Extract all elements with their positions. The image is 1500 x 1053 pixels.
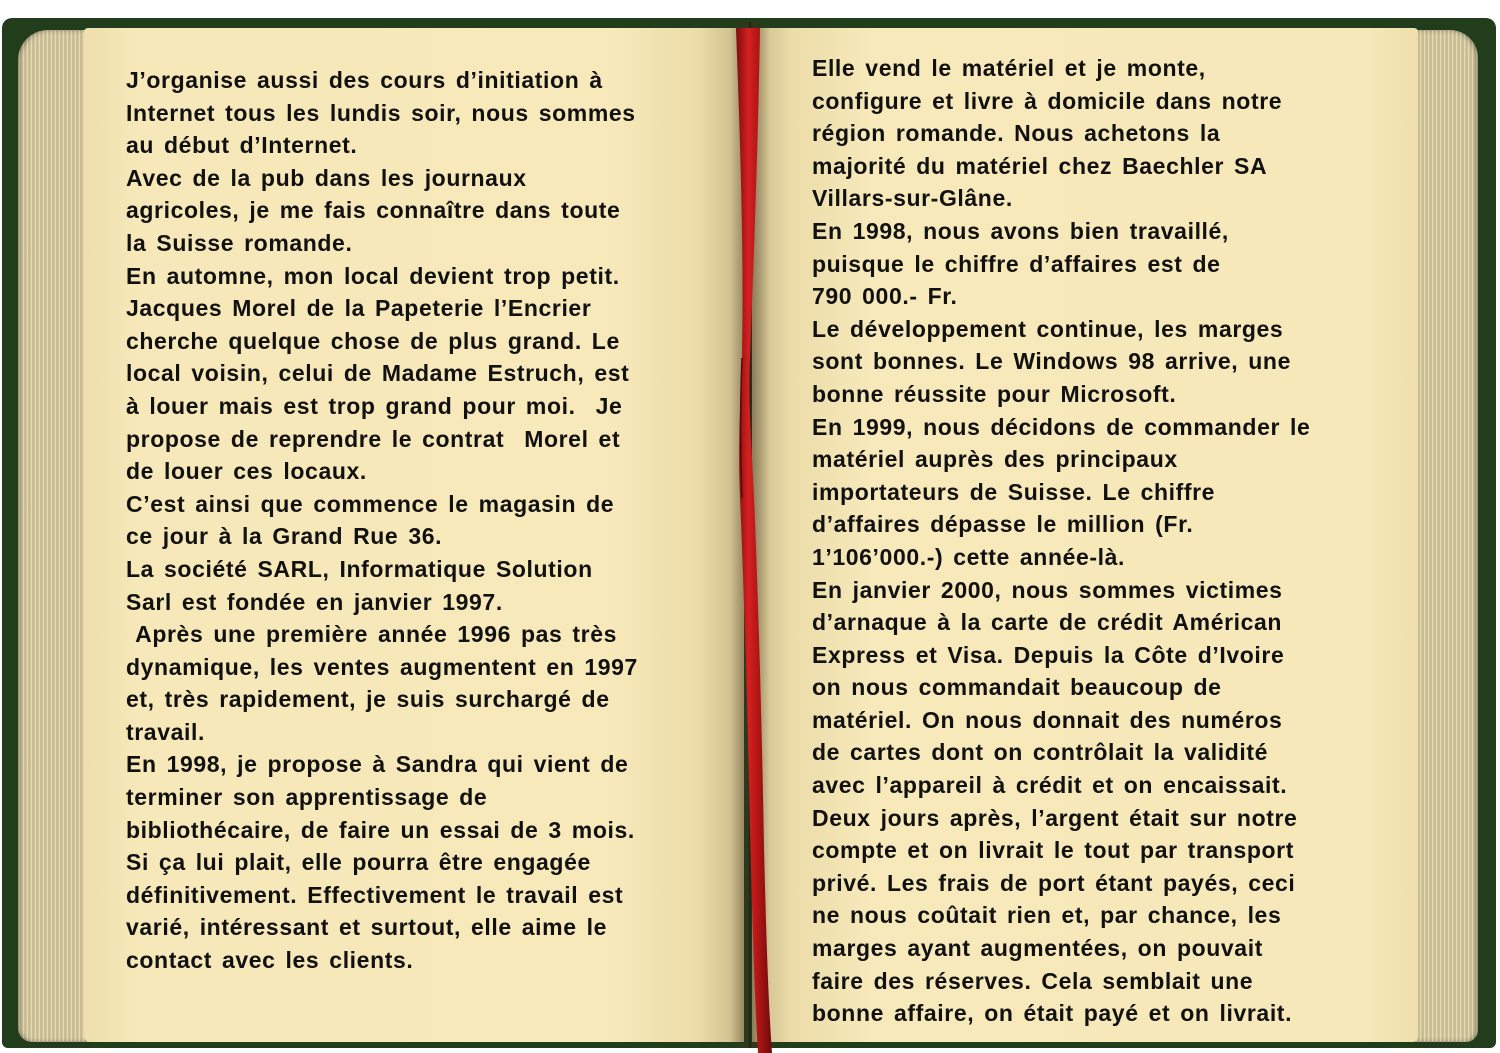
text-line: J’organise aussi des cours d’initiation à (126, 67, 603, 93)
ribbon-bookmark (728, 28, 776, 1053)
text-line: En automne, mon local devient trop petit. (126, 262, 620, 289)
text-line: importateurs de Suisse. Le chiffre (812, 478, 1216, 505)
text-line: au début d’Internet. (126, 132, 358, 159)
text-line: varié, intéressant et surtout, elle aime le (126, 914, 607, 941)
text-line: on nous commandait beaucoup de (812, 674, 1222, 701)
text-line: contact avec les clients. (126, 947, 414, 974)
text-line: La société SARL, Informatique Solution (126, 555, 593, 582)
text-line: 1’106’000.-) cette année-là. (812, 543, 1126, 570)
text-line: cherche quelque chose de plus grand. Le (126, 327, 620, 354)
text-line: Si ça lui plait, elle pourra être engagée (126, 849, 591, 876)
text-line: et, très rapidement, je suis surchargé de (126, 686, 610, 713)
text-line: ce jour à la Grand Rue 36. (126, 523, 443, 550)
text-line: puisque le chiffre d’affaires est de (812, 250, 1221, 277)
text-line: de louer ces locaux. (126, 458, 367, 485)
text-line: Express et Visa. Depuis la Côte d’Ivoire (812, 641, 1285, 668)
text-line: En 1999, nous décidons de commander le (812, 413, 1311, 440)
left-page-text (126, 64, 638, 977)
text-line: En 1998, nous avons bien travaillé, (812, 217, 1229, 244)
text-line: bonne affaire, on était payé et on livrait. (812, 1000, 1293, 1027)
text-line: Sarl est fondée en janvier 1997. (126, 588, 503, 615)
text-line: d’arnaque à la carte de crédit Américan (812, 609, 1283, 636)
text-line: matériel. On nous donnait des numéros (812, 706, 1283, 733)
text-line: à louer mais est trop grand pour moi. Je (126, 392, 623, 419)
text-line: dynamique, les ventes augmentent en 1997 (126, 653, 638, 680)
text-line: la Suisse romande. (126, 229, 353, 256)
text-line: privé. Les frais de port étant payés, ceci (812, 869, 1296, 896)
text-line: Elle vend le matériel et je monte, (812, 55, 1206, 81)
text-line: Après une première année 1996 pas très (126, 621, 617, 648)
text-line: Villars-sur-Glâne. (812, 185, 1013, 212)
text-line: ne nous coûtait rien et, par chance, les (812, 902, 1282, 929)
text-line: majorité du matériel chez Baechler SA (812, 152, 1268, 179)
text-line: faire des réserves. Cela semblait une (812, 967, 1254, 994)
text-line: En janvier 2000, nous sommes victimes (812, 576, 1283, 603)
text-line: bibliothécaire, de faire un essai de 3 mois. (126, 816, 635, 843)
text-line: configure et livre à domicile dans notre (812, 87, 1283, 114)
text-line: bonne réussite pour Microsoft. (812, 380, 1177, 407)
text-line: travail. (126, 718, 205, 745)
text-line: région romande. Nous achetons la (812, 120, 1221, 147)
text-line: avec l’appareil à crédit et on encaissait. (812, 772, 1288, 799)
text-line: En 1998, je propose à Sandra qui vient de (126, 751, 629, 778)
right-page-text (812, 52, 1310, 1030)
text-line: d’affaires dépasse le million (Fr. (812, 511, 1194, 538)
text-line: matériel auprès des principaux (812, 446, 1178, 473)
text-line: Avec de la pub dans les journaux (126, 164, 527, 191)
text-line: terminer son apprentissage de (126, 784, 488, 811)
text-line: propose de reprendre le contrat Morel et (126, 425, 621, 452)
text-line: Le développement continue, les marges (812, 315, 1284, 342)
text-line: Jacques Morel de la Papeterie l’Encrier (126, 295, 592, 322)
text-line: Internet tous les lundis soir, nous sommes (126, 99, 636, 126)
text-line: compte et on livrait le tout par transport (812, 837, 1294, 864)
text-line: définitivement. Effectivement le travail est (126, 881, 624, 908)
text-line: Deux jours après, l’argent était sur notre (812, 804, 1298, 831)
text-line: de cartes dont on contrôlait la validité (812, 739, 1269, 766)
text-line: agricoles, je me fais connaître dans toute (126, 197, 621, 224)
text-line: marges ayant augmentées, on pouvait (812, 935, 1263, 962)
text-line: local voisin, celui de Madame Estruch, est (126, 360, 630, 387)
text-line: 790 000.- Fr. (812, 283, 958, 310)
text-line: C’est ainsi que commence le magasin de (126, 490, 615, 517)
text-line: sont bonnes. Le Windows 98 arrive, une (812, 348, 1291, 375)
